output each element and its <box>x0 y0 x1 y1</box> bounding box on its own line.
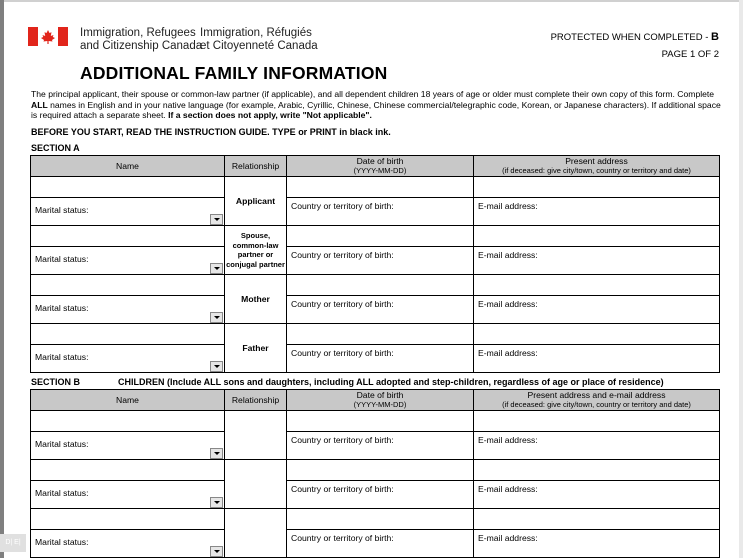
child3-row-2 <box>31 530 720 558</box>
header-relationship: Relationship <box>225 390 287 411</box>
right-scroll-edge[interactable] <box>739 0 743 558</box>
child3-email-field[interactable] <box>474 530 720 558</box>
father-name-field[interactable] <box>31 324 225 345</box>
dept-en-line2: and Citizenship Canada <box>80 40 203 52</box>
country-label: Country or territory of birth: <box>291 201 394 211</box>
header-address <box>474 156 720 177</box>
header-dob-format: (YYYY-MM-DD) <box>353 400 407 409</box>
email-label: E-mail address: <box>478 201 538 211</box>
section-a-table <box>30 155 720 373</box>
child2-row-2 <box>31 481 720 509</box>
child1-row-1 <box>31 411 720 432</box>
dept-fr-line2: et Citoyenneté Canada <box>200 40 318 52</box>
mother-address-field[interactable] <box>474 275 720 296</box>
child3-address-field[interactable] <box>474 509 720 530</box>
marital-label: Marital status: <box>35 537 89 547</box>
protected-level: B <box>711 31 719 43</box>
marital-label: Marital status: <box>35 254 89 264</box>
applicant-country-field[interactable] <box>287 198 474 226</box>
dept-name-fr <box>200 27 318 53</box>
child3-row-1 <box>31 509 720 530</box>
father-address-field[interactable] <box>474 324 720 345</box>
applicant-marital-field[interactable] <box>31 198 225 226</box>
header-dob-label: Date of birth <box>356 156 404 166</box>
header-address-label: Present address and e-mail address <box>527 390 666 400</box>
email-label: E-mail address: <box>478 533 538 543</box>
mother-row-2 <box>31 296 720 324</box>
header-name: Name <box>31 156 225 177</box>
header-dob <box>287 156 474 177</box>
father-email-field[interactable] <box>474 345 720 373</box>
mother-row-1 <box>31 275 720 296</box>
relationship-father: Father <box>225 324 287 373</box>
marital-dropdown-icon[interactable] <box>210 312 223 323</box>
child1-country-field[interactable] <box>287 432 474 460</box>
intro-paragraph <box>31 89 721 121</box>
applicant-row-1 <box>31 177 720 198</box>
child1-name-field[interactable] <box>31 411 225 432</box>
top-edge <box>0 0 743 2</box>
mother-email-field[interactable] <box>474 296 720 324</box>
mother-name-field[interactable] <box>31 275 225 296</box>
country-label: Country or territory of birth: <box>291 348 394 358</box>
father-row-1 <box>31 324 720 345</box>
header-address-note: (if deceased: give city/town, country or territory and date) <box>502 400 691 409</box>
father-row-2 <box>31 345 720 373</box>
child2-country-field[interactable] <box>287 481 474 509</box>
marital-dropdown-icon[interactable] <box>210 497 223 508</box>
child2-dob-field[interactable] <box>287 460 474 481</box>
language-toggle-button[interactable]: D| E| <box>0 534 26 552</box>
father-country-field[interactable] <box>287 345 474 373</box>
email-label: E-mail address: <box>478 484 538 494</box>
father-dob-field[interactable] <box>287 324 474 345</box>
spouse-address-field[interactable] <box>474 226 720 247</box>
relationship-applicant: Applicant <box>225 177 287 226</box>
intro-not-applicable: If a section does not apply, write "Not applicable". <box>168 110 372 120</box>
marital-label: Marital status: <box>35 352 89 362</box>
section-a-label: SECTION A <box>31 143 80 153</box>
header-address-note: (if deceased: give city/town, country or territory and date) <box>502 166 691 175</box>
relationship-mother: Mother <box>225 275 287 324</box>
child1-relationship-field[interactable] <box>225 411 287 460</box>
relationship-spouse: Spouse, common-law partner or conjugal partner <box>225 226 287 275</box>
header-dob-format: (YYYY-MM-DD) <box>353 166 407 175</box>
section-b-description: CHILDREN (Include ALL sons and daughters, including ALL adopted and step-children, regardless of age or place of residence) <box>118 377 664 387</box>
mother-country-field[interactable] <box>287 296 474 324</box>
dept-name-en <box>80 27 202 53</box>
father-marital-field[interactable] <box>31 345 225 373</box>
section-b-table <box>30 389 720 558</box>
marital-dropdown-icon[interactable] <box>210 214 223 225</box>
email-label: E-mail address: <box>478 435 538 445</box>
spouse-name-field[interactable] <box>31 226 225 247</box>
section-b-label: SECTION B <box>31 377 81 387</box>
child3-dob-field[interactable] <box>287 509 474 530</box>
header-dob <box>287 390 474 411</box>
child2-email-field[interactable] <box>474 481 720 509</box>
marital-label: Marital status: <box>35 205 89 215</box>
header-name: Name <box>31 390 225 411</box>
marital-dropdown-icon[interactable] <box>210 448 223 459</box>
applicant-address-field[interactable] <box>474 177 720 198</box>
child1-address-field[interactable] <box>474 411 720 432</box>
spouse-country-field[interactable] <box>287 247 474 275</box>
dept-en-line1: Immigration, Refugees <box>80 27 196 39</box>
child1-marital-field[interactable] <box>31 432 225 460</box>
applicant-dob-field[interactable] <box>287 177 474 198</box>
protected-label <box>551 31 719 43</box>
protected-text: PROTECTED WHEN COMPLETED - <box>550 32 712 43</box>
country-label: Country or territory of birth: <box>291 435 394 445</box>
child2-relationship-field[interactable] <box>225 460 287 509</box>
marital-label: Marital status: <box>35 488 89 498</box>
page-number: PAGE 1 OF 2 <box>661 49 719 60</box>
child1-dob-field[interactable] <box>287 411 474 432</box>
child3-country-field[interactable] <box>287 530 474 558</box>
applicant-row-2 <box>31 198 720 226</box>
form-title: ADDITIONAL FAMILY INFORMATION <box>80 63 388 83</box>
dept-fr-line1: Immigration, Réfugiés <box>200 27 312 39</box>
country-label: Country or territory of birth: <box>291 533 394 543</box>
child1-row-2 <box>31 432 720 460</box>
child3-relationship-field[interactable] <box>225 509 287 558</box>
marital-dropdown-icon[interactable] <box>210 263 223 274</box>
marital-label: Marital status: <box>35 439 89 449</box>
header-relationship: Relationship <box>225 156 287 177</box>
spouse-email-field[interactable] <box>474 247 720 275</box>
email-label: E-mail address: <box>478 348 538 358</box>
child3-name-field[interactable] <box>31 509 225 530</box>
child2-address-field[interactable] <box>474 460 720 481</box>
spouse-row-2 <box>31 247 720 275</box>
country-label: Country or territory of birth: <box>291 299 394 309</box>
applicant-name-field[interactable] <box>31 177 225 198</box>
header-address <box>474 390 720 411</box>
spouse-marital-field[interactable] <box>31 247 225 275</box>
intro-text-2: names in English and in your native language (for example, Arabic, Cyrillic, Chinese, Chinese commercial/telegraphic code, Korean, or Japanese characters). If additional space is required attach a separate sheet. <box>31 99 721 120</box>
child2-marital-field[interactable] <box>31 481 225 509</box>
child2-name-field[interactable] <box>31 460 225 481</box>
spouse-row-1 <box>31 226 720 247</box>
mother-marital-field[interactable] <box>31 296 225 324</box>
email-label: E-mail address: <box>478 299 538 309</box>
marital-label: Marital status: <box>35 303 89 313</box>
child1-email-field[interactable] <box>474 432 720 460</box>
child2-row-1 <box>31 460 720 481</box>
left-scroll-edge <box>0 0 4 558</box>
child3-marital-field[interactable] <box>31 530 225 558</box>
marital-dropdown-icon[interactable] <box>210 361 223 372</box>
mother-dob-field[interactable] <box>287 275 474 296</box>
email-label: E-mail address: <box>478 250 538 260</box>
spouse-dob-field[interactable] <box>287 226 474 247</box>
intro-all: ALL <box>31 99 48 110</box>
header-dob-label: Date of birth <box>356 390 404 400</box>
section-b-header-row <box>31 390 720 411</box>
section-a-header-row <box>31 156 720 177</box>
canada-flag-icon <box>28 27 68 46</box>
before-you-start: BEFORE YOU START, READ THE INSTRUCTION GUIDE. TYPE or PRINT in black ink. <box>31 127 391 137</box>
country-label: Country or territory of birth: <box>291 250 394 260</box>
header-address-label: Present address <box>565 156 628 166</box>
marital-dropdown-icon[interactable] <box>210 546 223 557</box>
country-label: Country or territory of birth: <box>291 484 394 494</box>
applicant-email-field[interactable] <box>474 198 720 226</box>
intro-text-1: The principal applicant, their spouse or common-law partner (if applicable), and all dependent children 18 years of age or older must complete their own copy of this form. Complete <box>31 89 715 99</box>
